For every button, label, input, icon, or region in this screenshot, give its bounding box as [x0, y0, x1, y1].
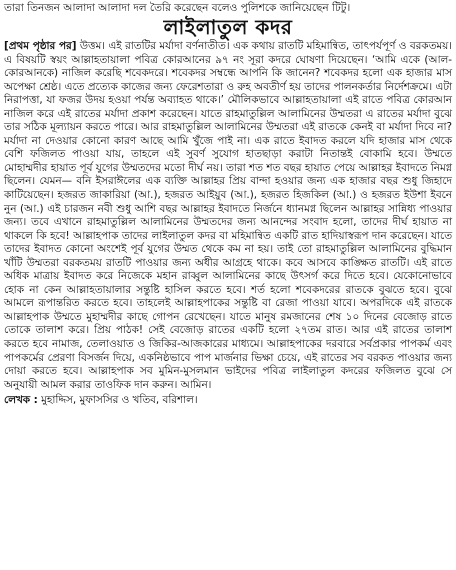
article-headline: লাইলাতুল কদর [163, 15, 293, 39]
newspaper-clipping [2, 0, 454, 570]
article-body [2, 40, 454, 392]
continuation-label: [প্রথম পৃষ্ঠার পর] [4, 40, 77, 52]
article-body-text: উত্তম। এই রাতটির মর্যাদা বর্ণনাতীত। এক কথায় রাতটি মহিমান্বিত, তাৎপর্যপূর্ণ ও বরকতময়। এ বিষয়টি স্বয়ং আল্লাহতায়ালা পবিত্র কোরআনের ৯৭ নং সূরা কদরে ঘোষণা দিয়েছেন। ‘আমি একে (আল- কোরআনকে) নাজিল করেছি শবেকদরে। শবেকদর সম্বন্ধে আপনি কি জানেন? শবেকদর হলো এক হাজার মাস অপেক্ষা শ্রেষ্ঠ। এতে প্রত্যেক কাজের জন্য ফেরেশতারা ও রুহ অবতীর্ণ হয় তাদের পালনকর্তার নির্দেশক্রমে। এটা নিরাপত্তা, যা ফজর উদয় হওয়া পর্যন্ত অব্যাহত থাকে।’ মৌলিকভাবে আল্লাহতায়ালা এই রাতে পবিত্র কোরআন নাজিল করে এই রাতের মর্যাদা প্রকাশ করেছেন। যাতে রাহমাতুল্লিল আলামিনের উম্মতরা এ রাতের মর্যাদা বুঝে তার সঠিক মূল্যায়ন করতে পারে। আর রাহমাতুল্লিল আলামিনের উম্মতরা এই রাতকে কেনই বা মর্যাদা দিবে না? মর্যাদা না দেওয়ার কোনো কারণ আছে আমি খুঁজে পাই না। এক রাতে ইবাদত করলে যদি হাজার মাস থেকে বেশি ফজিলত পাওয়া যায়, তাহলে এই সুবর্ণ সুযোগ হাতছাড়া করাটা নিতান্তই বোকামি হবে। উম্মতে মোহাম্মদীর হায়াত পূর্ব যুগের উম্মতদের মতো দীর্ঘ নয়। তারা শত শত বছর হায়াত পেয়ে আল্লাহর ইবাদতে নিমগ্ন ছিলেন। যেমন— বনি ইসরাঈলের এক ব্যক্তি আল্লাহর প্রিয় বান্দা হওয়ার জন্য এক হাজার বছর শুধু জিহাদে কাটিয়েছেন। হজরত জাকারিয়া (আ.), হজরত আইয়ুব (আ.), হজরত হিজকিল (আ.) ও হজরত ইউশা ইবনে নুন (আ.) এই চারজন নবী শুধু আশি বছর আল্লাহর ইবাদতে নির্জনে ধ্যানমগ্ন ছিলেন আল্লাহর সান্নিধ্য পাওয়ার জন্য। তবে এখানে রাহমাতুল্লিল আলামিনের উম্মতদের জন্য আনন্দের সংবাদ হলো, তাদের দীর্ঘ হায়াত না থাকলে কি হবে! আল্লাহপাক তাদের লাইলাতুল কদর বা মহিমান্বিত একটি রাত হাদিয়াস্বরূপ দান করেছেন। যাতে তাদের ইবাদত কোনো অংশেই পূর্ব যুগের উম্মত থেকে কম না হয়। তাই তো রাহমাতুল্লিল আলামিনের বুদ্ধিমান খাঁটি উম্মতরা বরকতময় রাতটি পাওয়ার জন্য অধীর আগ্রহে থাকে। কবে আসবে কাঙ্ক্ষিত রাতটি। এই রাতে অধিক মাত্রায় ইবাদত করে নিজেকে মহান রাব্বুল আলামিনের কাছে উৎসর্গ করে দিতে হবে। যেকোনোভাবে হোক না কেন আল্লাহতায়ালার সন্তুষ্টি হাসিল করতে হবে। শর্ত হলো শবেকদরের রাতকে বুঝতে হবে। বুঝে আমলে রূপান্তরিত করতে হবে। তাহলেই আল্লাহপাকের সন্তুষ্টি বা রেজা পাওয়া যাবে। অপরদিকে এই রাতকে আল্লাহপাক উম্মতে মুহাম্মদীর কাছে গোপন রেখেছেন। যাতে মানুষ রমজানের শেষ ১০ দিনের বেজোড় রাতে তোকে তালাশ করে। প্রিয় পাঠক! সেই বেজোড় রাতের একটি হলো ২৭তম রাত। আর এই রাতের তালাশ করতে হবে নামাজ, তেলাওয়াত ও জিকির-আজকারের মাধ্যমে। আল্লাহপাকের দরবারে সর্বপ্রকার পাপকর্ম এবং পাপকর্মের প্রেরণা বিসর্জন দিয়ে, একনিষ্ঠভাবে পাপ মার্জনার ভিক্ষা চেয়ে, এই রাতের সব বরকত পাওয়ার জন্য দোয়া করতে হবে। আল্লাহপাক সব মুমিন-মুসলমান ভাইদের পবিত্র লাইলাতুল কদরের ফজিলত বুঝে সে অনুযায়ী আমল করার তাওফিক দান করুন। আমিন। [4, 40, 453, 391]
author-byline [2, 393, 454, 407]
previous-article-last-line: তারা তিনজন আলাদা আলাদা দল তৈরি করেছেন বলেও পুলিশকে জানিয়েছেন টিটু। [4, 2, 351, 14]
byline-label: লেখক : [4, 394, 38, 407]
byline-text: মুহাদ্দিস, মুফাসসির ও খতিব, বরিশাল। [37, 394, 198, 407]
